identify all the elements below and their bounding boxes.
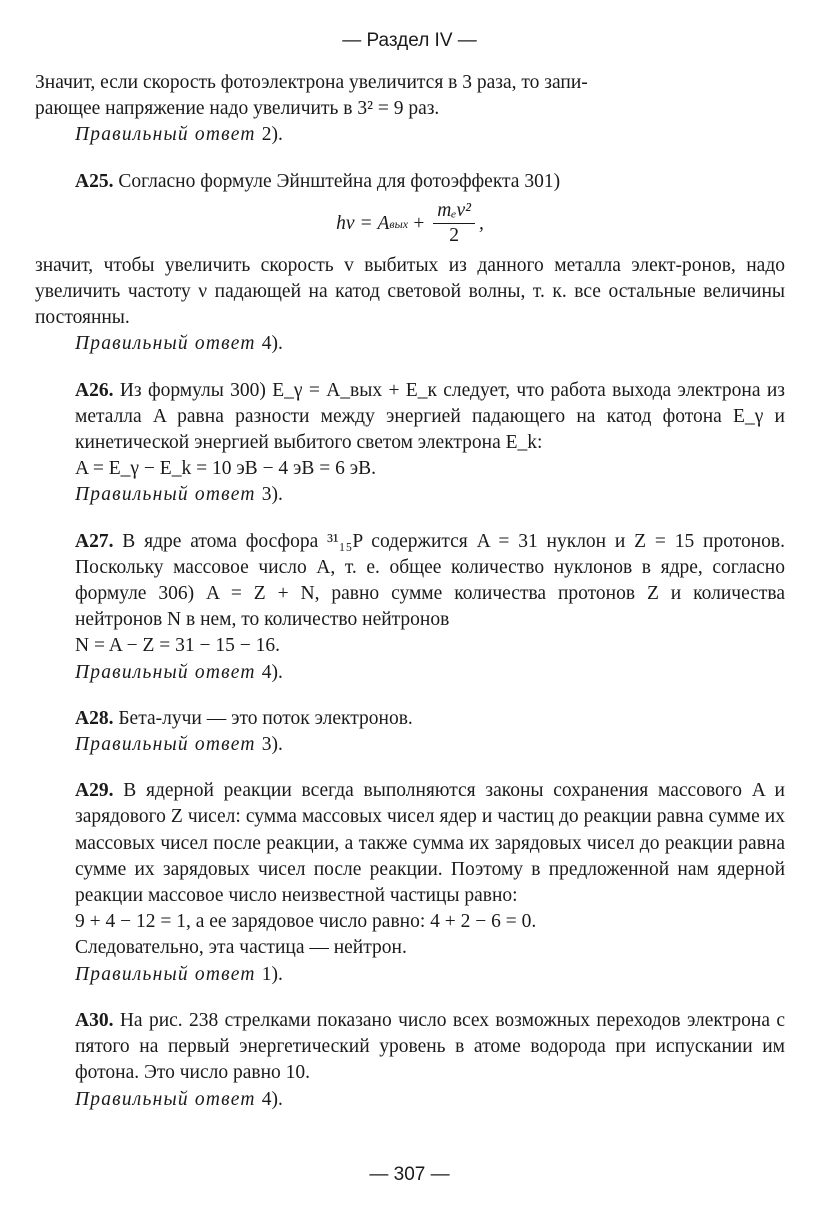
problem-a25-intro <box>35 169 785 195</box>
problem-a29-calc: 9 + 4 − 12 = 1, а ее зарядовое число равно: 4 + 2 − 6 = 0. <box>75 911 537 933</box>
answer-label: Правильный ответ <box>75 124 256 146</box>
problem-text: Согласно формуле Эйнштейна для фотоэффекта 301) <box>118 170 561 192</box>
problem-label: А25. <box>75 170 114 192</box>
answer-value: 3). <box>261 484 283 506</box>
problem-a25-text: значит, чтобы увеличить скорость v выбитых из данного металла элект-ронов, надо увеличить частоту ν падающей на катод световой волны, т. к. все остальные величины постоянны. <box>35 254 785 329</box>
answer-label: Правильный ответ <box>75 484 256 506</box>
answer-line <box>35 482 785 508</box>
answer-label: Правильный ответ <box>75 333 256 355</box>
problem-a27-text <box>35 529 785 634</box>
problem-a28-text <box>35 706 785 732</box>
answer-value: 4). <box>261 661 283 683</box>
formula-end: , <box>478 212 484 234</box>
problem-text: Из формулы 300) E_γ = A_вых + E_к следует, что работа выхода электрона из металла A равна разности между энергией падающего на катод фотона E_γ и кинетической энергией выбитого светом электрона E_k: <box>75 379 786 454</box>
answer-value: 3). <box>261 734 283 756</box>
problem-label: А26. <box>75 379 114 401</box>
formula-numerator: mₑv² <box>433 199 475 224</box>
problem-a27-calc: N = A − Z = 31 − 15 − 16. <box>75 635 281 657</box>
running-header: — Раздел IV — <box>342 30 477 51</box>
problem-label: А29. <box>75 780 114 802</box>
answer-line <box>35 962 785 988</box>
answer-value: 4). <box>261 1088 283 1110</box>
problem-a26-calc: A = E_γ − E_k = 10 эВ − 4 эВ = 6 эВ. <box>75 458 377 480</box>
paragraph-intro-line1: Значит, если скорость фотоэлектрона увеличится в 3 раза, то запи- <box>35 72 588 93</box>
formula-plus: + <box>412 212 426 234</box>
answer-label: Правильный ответ <box>75 1088 256 1110</box>
answer-line <box>35 660 785 686</box>
problem-a29-conclusion: Следовательно, эта частица — нейтрон. <box>75 937 407 959</box>
page-number: — 307 — <box>369 1164 450 1185</box>
answer-line <box>35 732 785 758</box>
page-body <box>35 70 785 1113</box>
answer-line <box>35 1087 785 1113</box>
paragraph-intro-line2: рающее напряжение надо увеличить в 3² = 9 раз. <box>35 98 440 120</box>
answer-line <box>35 331 785 357</box>
problem-a29-text <box>35 778 785 909</box>
answer-line <box>35 122 785 148</box>
answer-value: 2). <box>261 124 283 146</box>
problem-a30-text <box>35 1008 785 1087</box>
formula-lhs: hν = A <box>336 212 390 234</box>
answer-label: Правильный ответ <box>75 963 256 985</box>
problem-text: Бета-лучи — это поток электронов. <box>118 707 413 729</box>
problem-a26-text <box>35 378 785 457</box>
problem-label: А30. <box>75 1009 114 1031</box>
problem-text: В ядре атома фосфора ³¹₁₅P содержится A = 31 нуклон и Z = 15 протонов. Поскольку массовое число A, т. е. общее количество нуклонов в ядре, согласно формуле 306) A = Z + N, равно сумме количества протонов Z и количества нейтронов N в нем, то количество нейтронов <box>75 530 785 631</box>
formula-denominator: 2 <box>449 225 459 247</box>
problem-label: А28. <box>75 707 114 729</box>
answer-value: 1). <box>261 963 283 985</box>
einstein-formula <box>35 195 785 253</box>
problem-text: В ядерной реакции всегда выполняются законы сохранения массового A и зарядового Z чисел: сумма массовых чисел ядер и частиц до реакции равна сумме их массовых чисел после реакции, а также сумма их зарядовых чисел до реакции равна сумме их зарядовых чисел после реакции. Поэтому в предложенной нам ядерной реакции массовое число неизвестной частицы равно: <box>75 780 785 907</box>
problem-text: На рис. 238 стрелками показано число всех возможных переходов электрона с пятого на первый энергетический уровень в атоме водорода при испускании им фотона. Это число равно 10. <box>75 1009 785 1084</box>
answer-label: Правильный ответ <box>75 661 256 683</box>
answer-value: 4). <box>261 333 283 355</box>
problem-label: А27. <box>75 530 114 552</box>
formula-sub: вых <box>389 216 409 231</box>
answer-label: Правильный ответ <box>75 734 256 756</box>
formula-fraction <box>433 199 475 248</box>
